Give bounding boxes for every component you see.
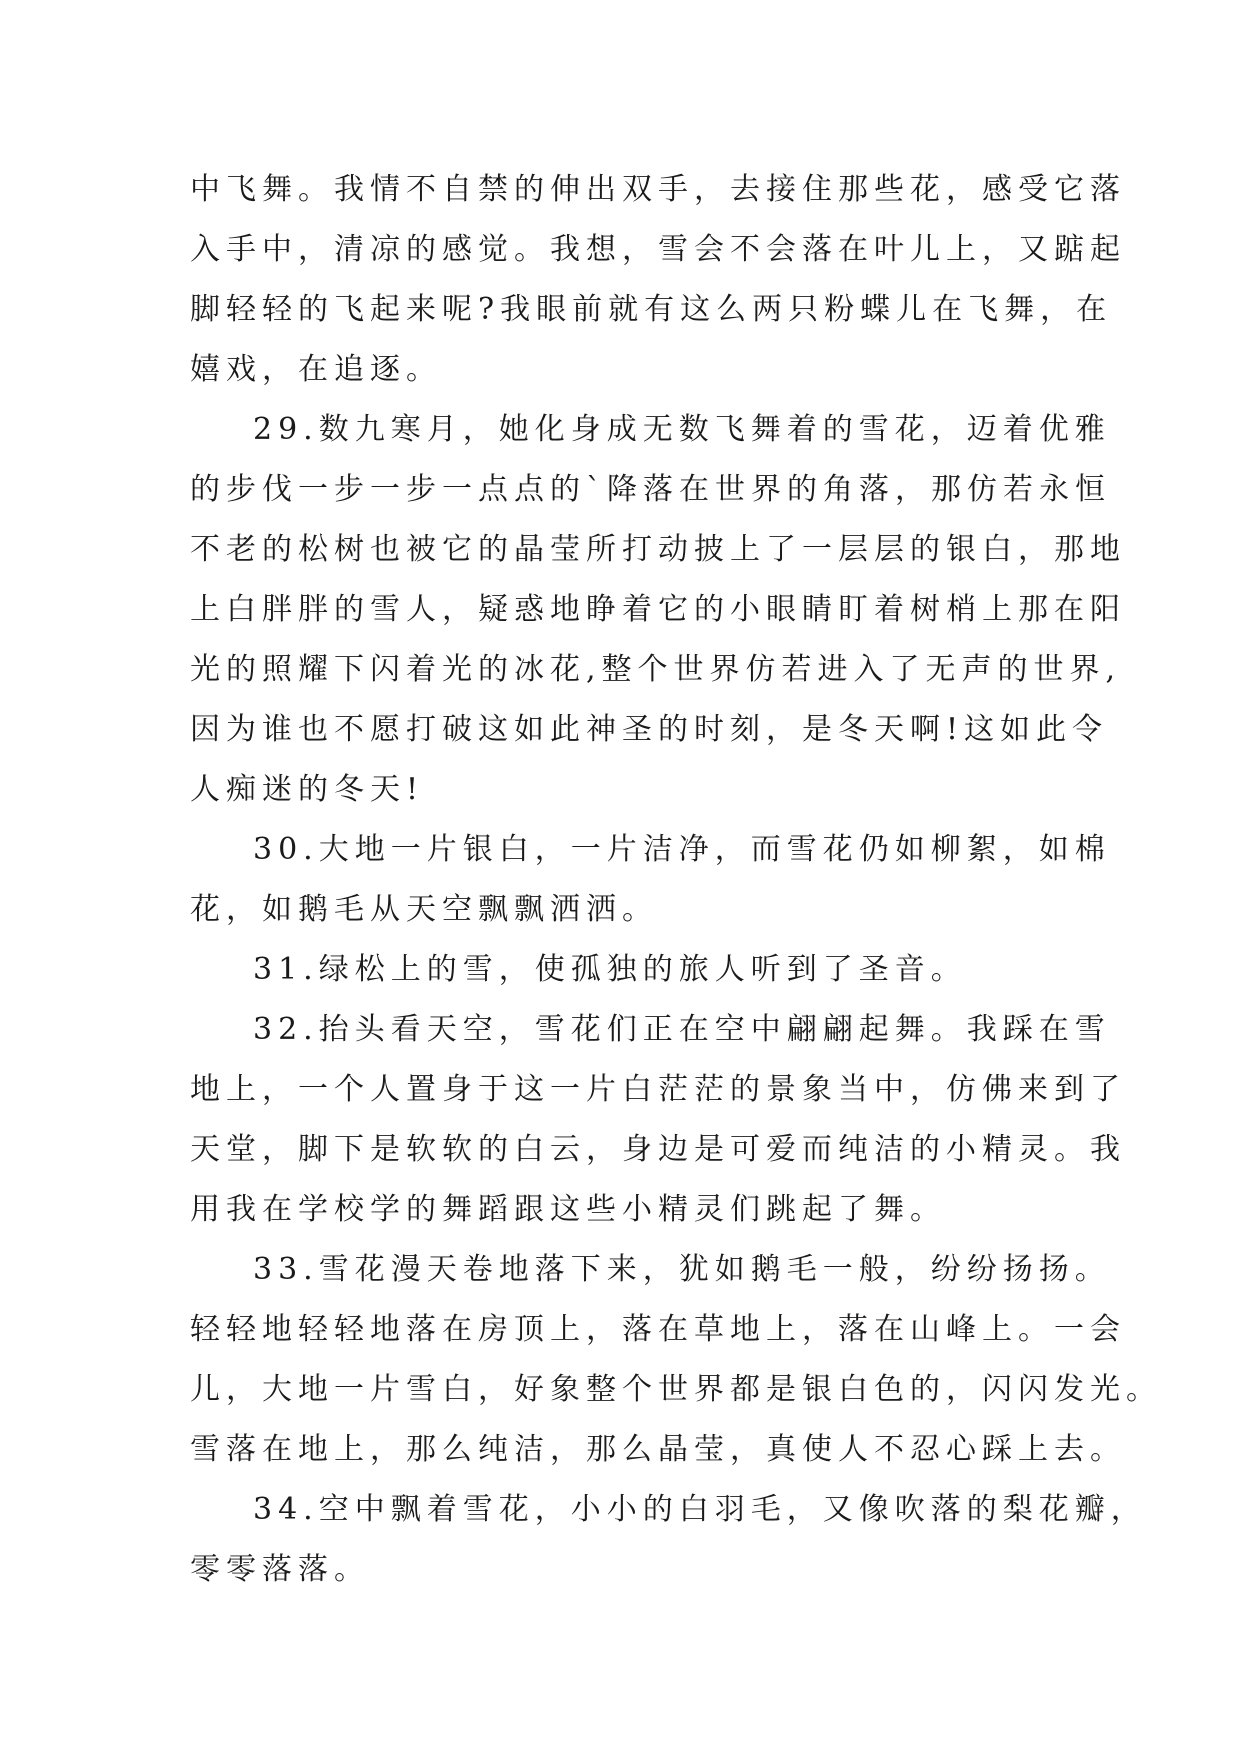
text-line: 天堂，脚下是软软的白云，身边是可爱而纯洁的小精灵。我 xyxy=(190,1132,1126,1167)
text-line: 嬉戏，在追逐。 xyxy=(190,352,442,387)
text-line: 人痴迷的冬天! xyxy=(190,772,425,807)
paragraph-first-line: 29.数九寒月，她化身成无数飞舞着的雪花，迈着优雅 xyxy=(253,412,1111,447)
text-line: 用我在学校学的舞蹈跟这些小精灵们跳起了舞。 xyxy=(190,1192,946,1227)
text-line: 因为谁也不愿打破这如此神圣的时刻，是冬天啊!这如此令 xyxy=(190,712,1109,747)
text-line: 地上，一个人置身于这一片白茫茫的景象当中，仿佛来到了 xyxy=(190,1072,1126,1107)
paragraph-first-line: 31.绿松上的雪，使孤独的旅人听到了圣音。 xyxy=(253,952,967,987)
paragraph-first-line: 32.抬头看天空，雪花们正在空中翩翩起舞。我踩在雪 xyxy=(253,1012,1111,1047)
text-line: 零零落落。 xyxy=(190,1552,370,1587)
text-line: 花，如鹅毛从天空飘飘洒洒。 xyxy=(190,892,658,927)
text-line: 入手中，清凉的感觉。我想，雪会不会落在叶儿上，又踮起 xyxy=(190,232,1126,267)
text-line: 的步伐一步一步一点点的`降落在世界的角落，那仿若永恒 xyxy=(190,472,1111,507)
text-line: 不老的松树也被它的晶莹所打动披上了一层层的银白，那地 xyxy=(190,532,1126,567)
text-line: 儿，大地一片雪白，好象整个世界都是银白色的，闪闪发光。 xyxy=(190,1372,1162,1407)
text-line: 中飞舞。我情不自禁的伸出双手，去接住那些花，感受它落 xyxy=(190,172,1126,207)
paragraph-first-line: 30.大地一片银白，一片洁净，而雪花仍如柳絮，如棉 xyxy=(253,832,1111,867)
paragraph-first-line: 33.雪花漫天卷地落下来，犹如鹅毛一般，纷纷扬扬。 xyxy=(253,1252,1111,1287)
paragraph-first-line: 34.空中飘着雪花，小小的白羽毛，又像吹落的梨花瓣， xyxy=(253,1492,1147,1527)
text-line: 轻轻地轻轻地落在房顶上，落在草地上，落在山峰上。一会 xyxy=(190,1312,1126,1347)
text-line: 光的照耀下闪着光的冰花,整个世界仿若进入了无声的世界, xyxy=(190,652,1122,687)
text-line: 脚轻轻的飞起来呢?我眼前就有这么两只粉蝶儿在飞舞，在 xyxy=(190,292,1113,327)
text-line: 上白胖胖的雪人，疑惑地睁着它的小眼睛盯着树梢上那在阳 xyxy=(190,592,1126,627)
text-line: 雪落在地上，那么纯洁，那么晶莹，真使人不忍心踩上去。 xyxy=(190,1432,1126,1467)
document-body xyxy=(190,160,1162,1600)
